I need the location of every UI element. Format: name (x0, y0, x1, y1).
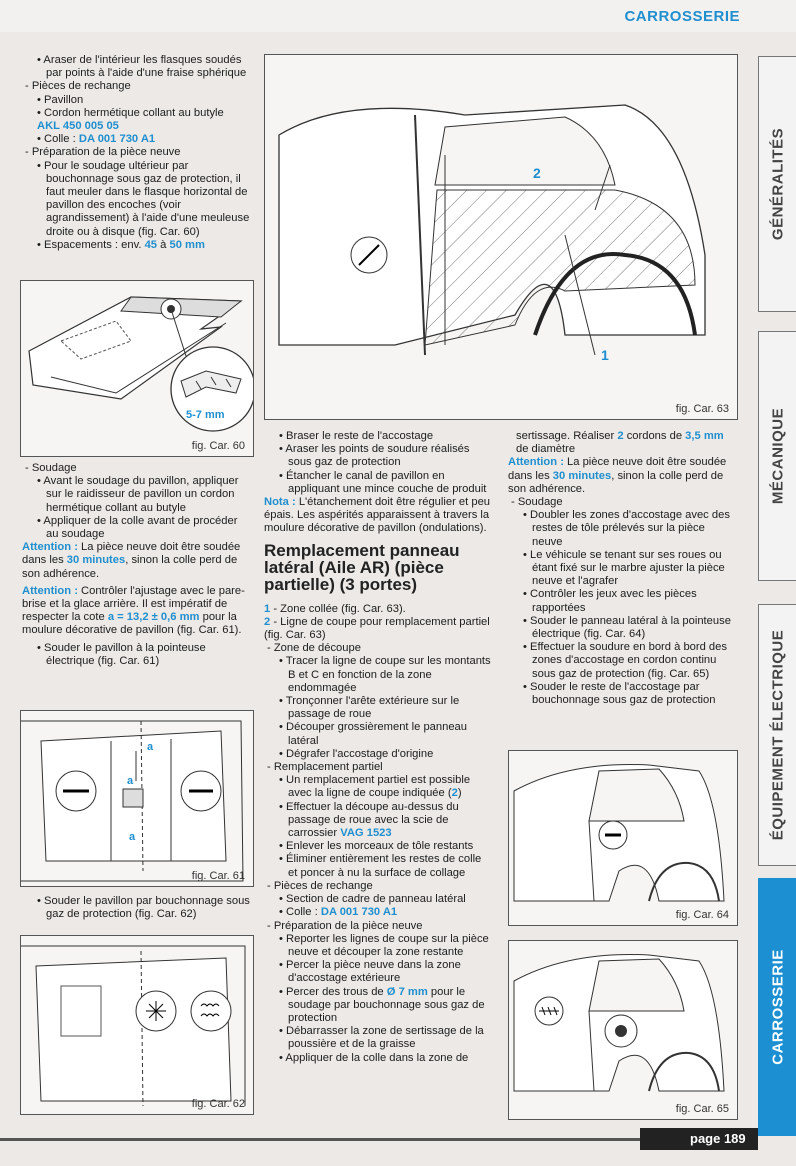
fig62-caption: fig. Car. 62 (191, 1098, 245, 1110)
figure-61 (20, 710, 254, 887)
figure-65 (508, 940, 738, 1120)
page-header (0, 0, 796, 32)
col1-bottom-text: • Souder le pavillon par bouchonnage sous gaz de protection (fig. Car. 62) (37, 895, 250, 921)
section-heading: Remplacement panneau latéral (Aile AR) (pièce partielle) (3 portes) (264, 540, 460, 594)
col1-mid-text: - Soudage • Avant le soudage du pavillon, appliquer sur le raidisseur de pavillon un cordon hermétique collant au butyle • Appliquer de la colle avant de procéder au soudage Attention : La pièce neuve doit être soudée dans les 30 minutes, sinon la colle perd de son adhérence. Attention : Contrôler l'ajustage avec le pare-brise et la glace arrière. Il est impératif de respecter la cote a = 13,2 ± 0,6 mm pour la moulure décorative de pavillon (fig. Car. 61). • Souder le pavillon à la pointeuse électrique (fig. Car. 61) (22, 462, 245, 667)
fig61-label-a-1: a (147, 741, 154, 753)
fig61-caption: fig. Car. 61 (191, 870, 245, 882)
footer-rule (0, 1138, 640, 1141)
fig63-label-1: 1 (601, 347, 609, 363)
fig63-caption: fig. Car. 63 (675, 403, 729, 415)
col1-top-text: • Araser de l'intérieur les flasques soudés par points à l'aide d'une fraise sphérique - Pièces de rechange • Pavillon • Cordon hermétique collant au butyle AKL 450 005 05 • Colle : DA 001 730 A1 - Préparation de la pièce neuve • Pour le soudage ultérieur par bouchonnage sous gaz de protection, il faut meuler dans le flasque horizontal de pavillon des encoches (voir agrandissement) à l'aide d'une meuleuse droite ou à disque (fig. Car. 60) • Espacements : env. 45 à 50 mm (25, 54, 250, 251)
col3-text: sertissage. Réaliser 2 cordons de 3,5 mm de diamètre Attention : La pièce neuve doit être soudée dans les 30 minutes, sinon la colle perd de son adhérence. - Soudage • Doubler les zones d'accostage avec des restes de tôle prélevés sur la pièce neuve • Le véhicule se tenant sur ses roues ou étant fixé sur le marbre ajuster la pièce neuve et l'agrafer • Contrôler les jeux avec les pièces rapportées • Souder le panneau latéral à la pointeuse électrique (fig. Car. 64) • Effectuer la soudure en bord à bord des zones d'accostage en cordon continu sous gaz de protection (fig. Car. 65) • Souder le reste de l'accostage par bouchonnage sous gaz de protection (508, 430, 731, 707)
page-number: page 189 (690, 1131, 746, 1146)
fig60-caption: fig. Car. 60 (191, 440, 245, 452)
figure-62 (20, 935, 254, 1115)
section-title: CARROSSERIE (624, 8, 740, 25)
fig65-caption: fig. Car. 65 (675, 1103, 729, 1115)
figure-64 (508, 750, 738, 926)
tab-generalites[interactable]: GÉNÉRALITÉS (758, 56, 796, 312)
figure-63 (264, 54, 738, 420)
fig61-label-a-3: a (129, 831, 136, 843)
tab-equipement-electrique[interactable]: ÉQUIPEMENT ÉLECTRIQUE (758, 604, 796, 866)
fig61-label-a-2: a (127, 775, 134, 787)
fig63-label-2: 2 (533, 165, 541, 181)
fig60-dimension-label: 5-7 mm (186, 409, 225, 421)
section-tabs (758, 56, 796, 1076)
tab-mecanique[interactable]: MÉCANIQUE (758, 331, 796, 581)
page-footer (640, 1128, 758, 1150)
figure-60 (20, 280, 254, 457)
col2-text: • Braser le reste de l'accostage • Araser les points de soudure réalisés sous gaz de protection • Étancher le canal de pavillon en appliquant une mince couche de produit Nota : L'étanchement doit être régulier et peu épais. Les aspérités apparaissent à travers la moulure décorative de pavillon (ondulations). Remplacement panneau latéral (Aile AR) (pièce partielle) (3 portes) 1 - Zone collée (fig. Car. 63). 2 - Ligne de coupe pour remplacement partiel (fig. Car. 63) - Zone de découpe • Tracer la ligne de coupe sur les montants B et C en fonction de la zone endommagée • Tronçonner l'arête extérieure sur le passage de roue • Découper grossièrement le panneau latéral • Dégrafer l'accostage d'origine - Remplacement partiel • Un remplacement partiel est possible avec la ligne de coupe indiquée (2) • Effectuer la découpe au-dessus du passage de roue avec la scie de carrossier VAG 1523 • Enlever les morceaux de tôle restants • Éliminer entièrement les restes de colle et poncer à nu la surface de collage - Pièces de rechange • Section de cadre de panneau latéral • Colle : DA 001 730 A1 - Préparation de la pièce neuve • Reporter les lignes de coupe sur la pièce neuve et découper la zone restante • Percer la pièce neuve dans la zone d'accostage extérieure • Percer des trous de Ø 7 mm pour le soudage par bouchonnage sous gaz de protection • Débarrasser la zone de sertissage de la poussière et de la graisse • Appliquer de la colle dans la zone de (264, 430, 491, 1064)
fig64-caption: fig. Car. 64 (675, 909, 729, 921)
tab-carrosserie[interactable]: CARROSSERIE (758, 878, 796, 1136)
